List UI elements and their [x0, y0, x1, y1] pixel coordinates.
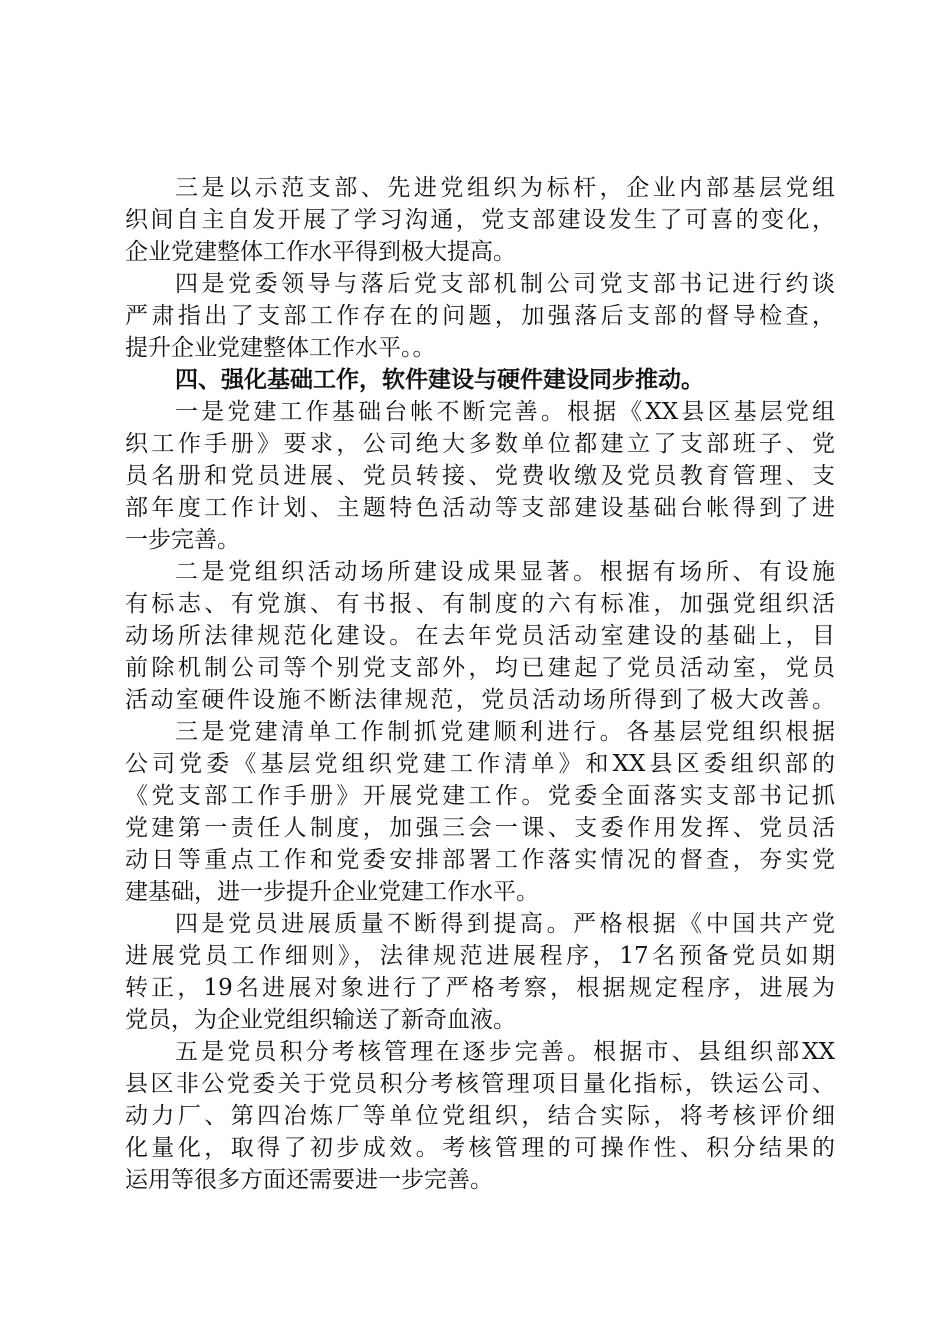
text-line: 二是党组织活动场所建设成果显著。根据有场所、有设施 [175, 559, 835, 585]
text-line: 一是党建工作基础台帐不断完善。根据《XX县区基层党组 [175, 399, 835, 425]
paragraph-p2 [125, 268, 835, 364]
text-line: 企业党建整体工作水平得到极大提高。 [125, 239, 516, 265]
document-page [125, 172, 835, 1196]
text-line: 严肃指出了支部工作存在的问题，加强落后支部的督导检查， [125, 303, 835, 329]
text-line: 党员，为企业党组织输送了新奇血液。 [125, 1007, 516, 1033]
text-line: 活动室硬件设施不断法律规范，党员活动场所得到了极大改善。 [125, 687, 835, 713]
text-line: 转正，19名进展对象进行了严格考察，根据规定程序，进展为 [125, 975, 835, 1001]
text-line: 化量化，取得了初步成效。考核管理的可操作性、积分结果的 [125, 1135, 835, 1161]
text-line: 《党支部工作手册》开展党建工作。党委全面落实支部书记抓 [125, 783, 835, 809]
paragraph-p1 [125, 172, 835, 268]
text-line: 四是党员进展质量不断得到提高。严格根据《中国共产党 [175, 911, 835, 937]
text-line: 党建第一责任人制度，加强三会一课、支委作用发挥、党员活 [125, 815, 835, 841]
text-line: 织间自主自发开展了学习沟通，党支部建设发生了可喜的变化， [125, 207, 835, 233]
paragraph-p3 [125, 396, 835, 556]
text-line: 员名册和党员进展、党员转接、党费收缴及党员教育管理、支 [125, 463, 835, 489]
text-line: 五是党员积分考核管理在逐步完善。根据市、县组织部XX [175, 1039, 835, 1065]
text-line: 三是党建清单工作制抓党建顺利进行。各基层党组织根据 [175, 719, 835, 745]
section-heading: 四、强化基础工作，软件建设与硬件建设同步推动。 [175, 367, 704, 393]
paragraph-p5 [125, 716, 835, 908]
text-line: 动日等重点工作和党委安排部署工作落实情况的督查，夯实党 [125, 847, 835, 873]
text-line: 提升企业党建整体工作水平。。 [125, 335, 436, 361]
text-line: 织工作手册》要求，公司绝大多数单位都建立了支部班子、党 [125, 431, 835, 457]
paragraph-p6 [125, 908, 835, 1036]
text-line: 有标志、有党旗、有书报、有制度的六有标准，加强党组织活 [125, 591, 835, 617]
text-line: 运用等很多方面还需要进一步完善。 [125, 1167, 493, 1193]
text-line: 动场所法律规范化建设。在去年党员活动室建设的基础上，目 [125, 623, 835, 649]
text-line: 建基础，进一步提升企业党建工作水平。 [125, 879, 539, 905]
text-line: 县区非公党委关于党员积分考核管理项目量化指标，铁运公司、 [125, 1071, 835, 1097]
text-line: 四是党委领导与落后党支部机制公司党支部书记进行约谈 [175, 271, 835, 297]
text-line: 部年度工作计划、主题特色活动等支部建设基础台帐得到了进 [125, 495, 835, 521]
paragraph-p7 [125, 1036, 835, 1196]
text-line: 进展党员工作细则》，法律规范进展程序，17名预备党员如期 [125, 943, 835, 969]
paragraph-p4 [125, 556, 835, 716]
text-line: 动力厂、第四冶炼厂等单位党组织，结合实际，将考核评价细 [125, 1103, 835, 1129]
text-line: 前除机制公司等个别党支部外，均已建起了党员活动室，党员 [125, 655, 835, 681]
text-line: 一步完善。 [125, 527, 240, 553]
text-line: 公司党委《基层党组织党建工作清单》和XX县区委组织部的 [125, 751, 835, 777]
text-line: 三是以示范支部、先进党组织为标杆，企业内部基层党组 [175, 175, 835, 201]
